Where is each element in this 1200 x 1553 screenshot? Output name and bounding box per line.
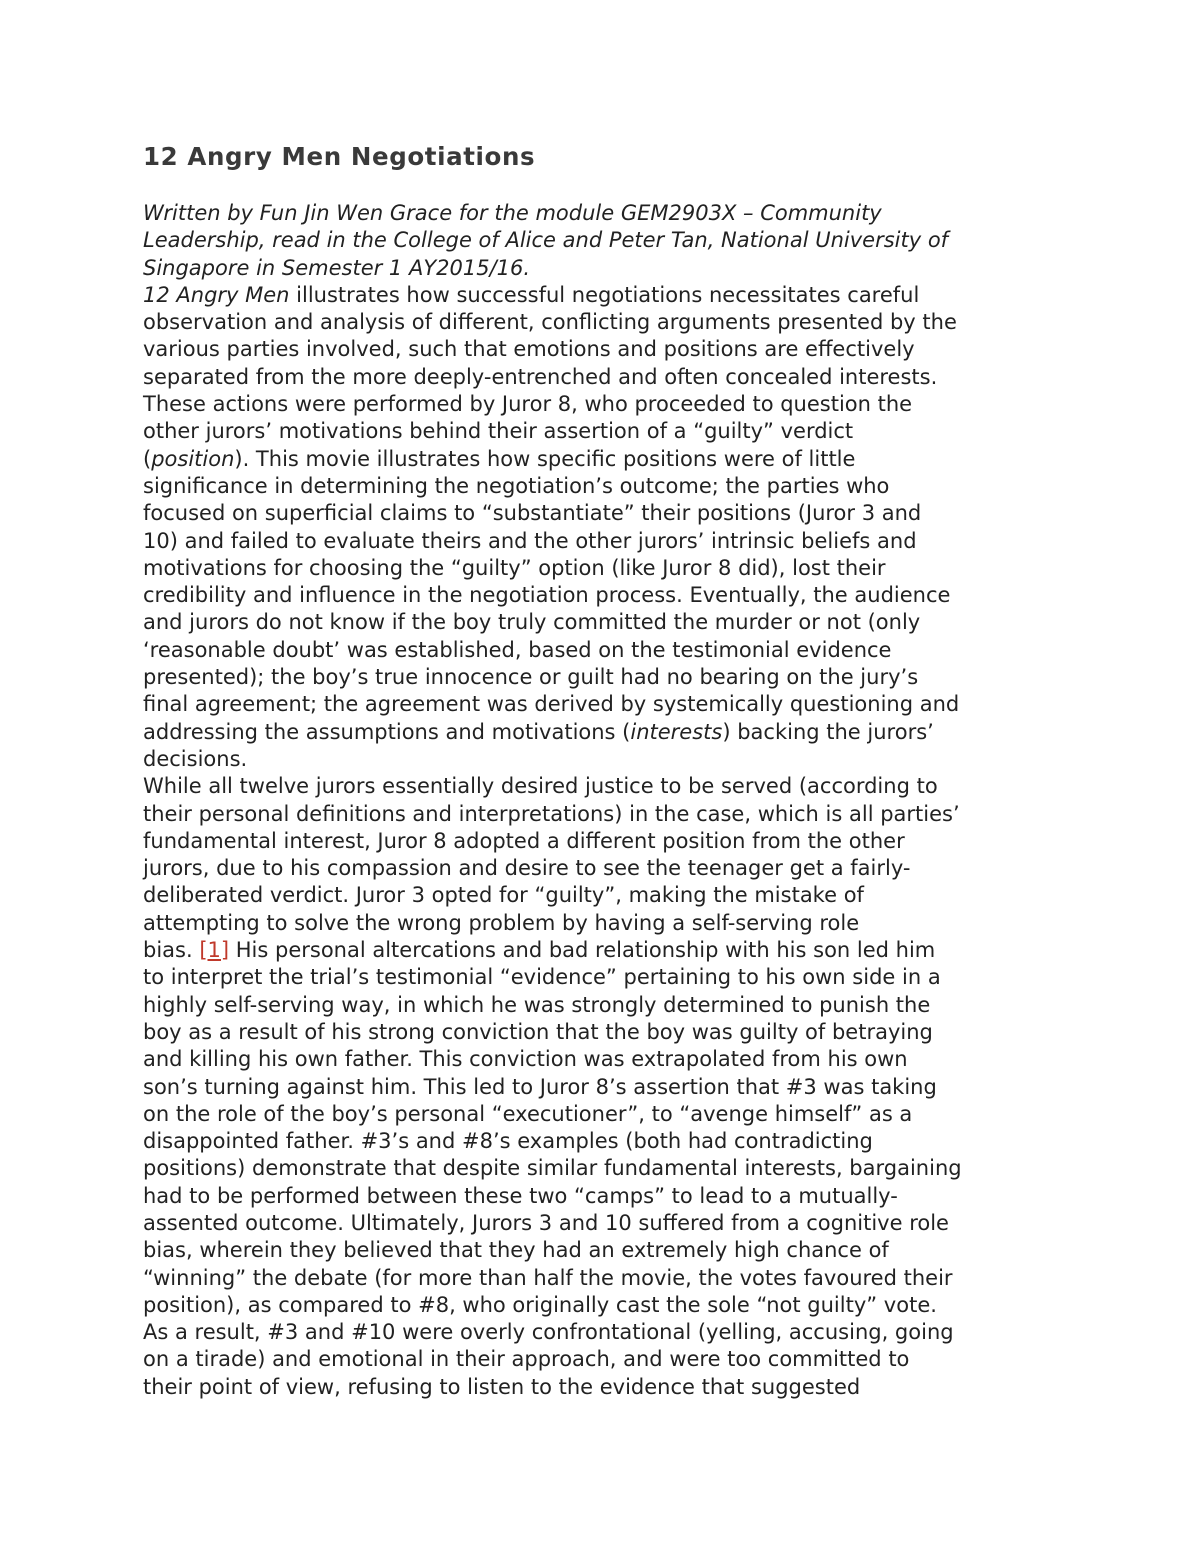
paragraph-line: fundamental interest, Juror 8 adopted a different position from the other [143,828,905,853]
paragraph-line: separated from the more deeply-entrenched and often concealed interests. [143,364,938,389]
byline-line: Singapore in Semester 1 AY2015/16. [143,255,531,280]
paragraph-2 [143,773,1083,1401]
paragraph-line: assented outcome. Ultimately, Jurors 3 and 10 suffered from a cognitive role [143,1210,949,1235]
paragraph-line: “winning” the debate (for more than half the movie, the votes favoured their [143,1265,953,1290]
paragraph-line: addressing the assumptions and motivations (interests) backing the jurors’ [143,719,934,744]
paragraph-line: ‘reasonable doubt’ was established, based on the testimonial evidence [143,637,892,662]
paragraph-line: 10) and failed to evaluate theirs and the other jurors’ intrinsic beliefs and [143,528,917,553]
paragraph-line: positions) demonstrate that despite similar fundamental interests, bargaining [143,1156,962,1181]
paragraph-line: and jurors do not know if the boy truly committed the murder or not (only [143,610,921,635]
paragraph-line: These actions were performed by Juror 8, who proceeded to question the [143,392,913,417]
byline-line: Leadership, read in the College of Alice and Peter Tan, National University of [143,228,949,253]
paragraph-line: (position). This movie illustrates how specific positions were of little [143,446,856,471]
paragraph-line: focused on superficial claims to “substantiate” their positions (Juror 3 and [143,501,922,526]
paragraph-line: deliberated verdict. Juror 3 opted for “guilty”, making the mistake of [143,883,864,908]
movie-title-italic: 12 Angry Men [143,282,290,307]
paragraph-line: attempting to solve the wrong problem by having a self-serving role [143,910,860,935]
paragraph-line: 12 Angry Men illustrates how successful negotiations necessitates careful [143,282,920,307]
paragraph-line: on a tirade) and emotional in their approach, and were too committed to [143,1347,910,1372]
paragraph-line: position), as compared to #8, who originally cast the sole “not guilty” vote. [143,1292,937,1317]
interests-italic: interests [630,719,723,744]
paragraph-line: son’s turning against him. This led to Juror 8’s assertion that #3 was taking [143,1074,937,1099]
paragraph-line: highly self-serving way, in which he was strongly determined to punish the [143,992,931,1017]
paragraph-line: their point of view, refusing to listen to the evidence that suggested [143,1374,861,1399]
footnote-link[interactable]: [1] [199,938,230,963]
paragraph-line: various parties involved, such that emotions and positions are effectively [143,337,915,362]
paragraph-line: credibility and influence in the negotiation process. Eventually, the audience [143,583,951,608]
paragraph-line: significance in determining the negotiation’s outcome; the parties who [143,473,890,498]
paragraph-line: final agreement; the agreement was derived by systemically questioning and [143,692,960,717]
paragraph-line: motivations for choosing the “guilty” option (like Juror 8 did), lost their [143,555,886,580]
paragraph-line: jurors, due to his compassion and desire to see the teenager get a fairly- [143,856,911,881]
paragraph-line: decisions. [143,746,248,771]
paragraph-line: While all twelve jurors essentially desired justice to be served (according to [143,774,938,799]
author-byline [143,200,1083,282]
document-content [143,140,1083,1401]
paragraph-line: on the role of the boy’s personal “executioner”, to “avenge himself” as a [143,1101,913,1126]
paragraph-line: As a result, #3 and #10 were overly confrontational (yelling, accusing, going [143,1320,954,1345]
byline-line: Written by Fun Jin Wen Grace for the module GEM2903X – Community [143,201,882,225]
position-italic: position [151,446,235,471]
paragraph-line: presented); the boy’s true innocence or guilt had no bearing on the jury’s [143,665,919,690]
paragraph-line: bias, wherein they believed that they had an extremely high chance of [143,1238,889,1263]
paragraph-line: observation and analysis of different, conflicting arguments presented by the [143,310,957,335]
paragraph-1 [143,282,1083,773]
paragraph-line: to interpret the trial’s testimonial “evidence” pertaining to his own side in a [143,965,941,990]
paragraph-line: had to be performed between these two “camps” to lead to a mutually- [143,1183,898,1208]
paragraph-line: boy as a result of his strong conviction that the boy was guilty of betraying [143,1019,933,1044]
paragraph-line: disappointed father. #3’s and #8’s examples (both had contradicting [143,1129,873,1154]
paragraph-line: and killing his own father. This conviction was extrapolated from his own [143,1047,908,1072]
document-title: 12 Angry Men Negotiations [143,142,536,171]
paragraph-line: bias. [1] His personal altercations and bad relationship with his son led him [143,938,936,963]
paragraph-line: other jurors’ motivations behind their assertion of a “guilty” verdict [143,419,854,444]
paragraph-line: their personal definitions and interpretations) in the case, which is all parties’ [143,801,960,826]
